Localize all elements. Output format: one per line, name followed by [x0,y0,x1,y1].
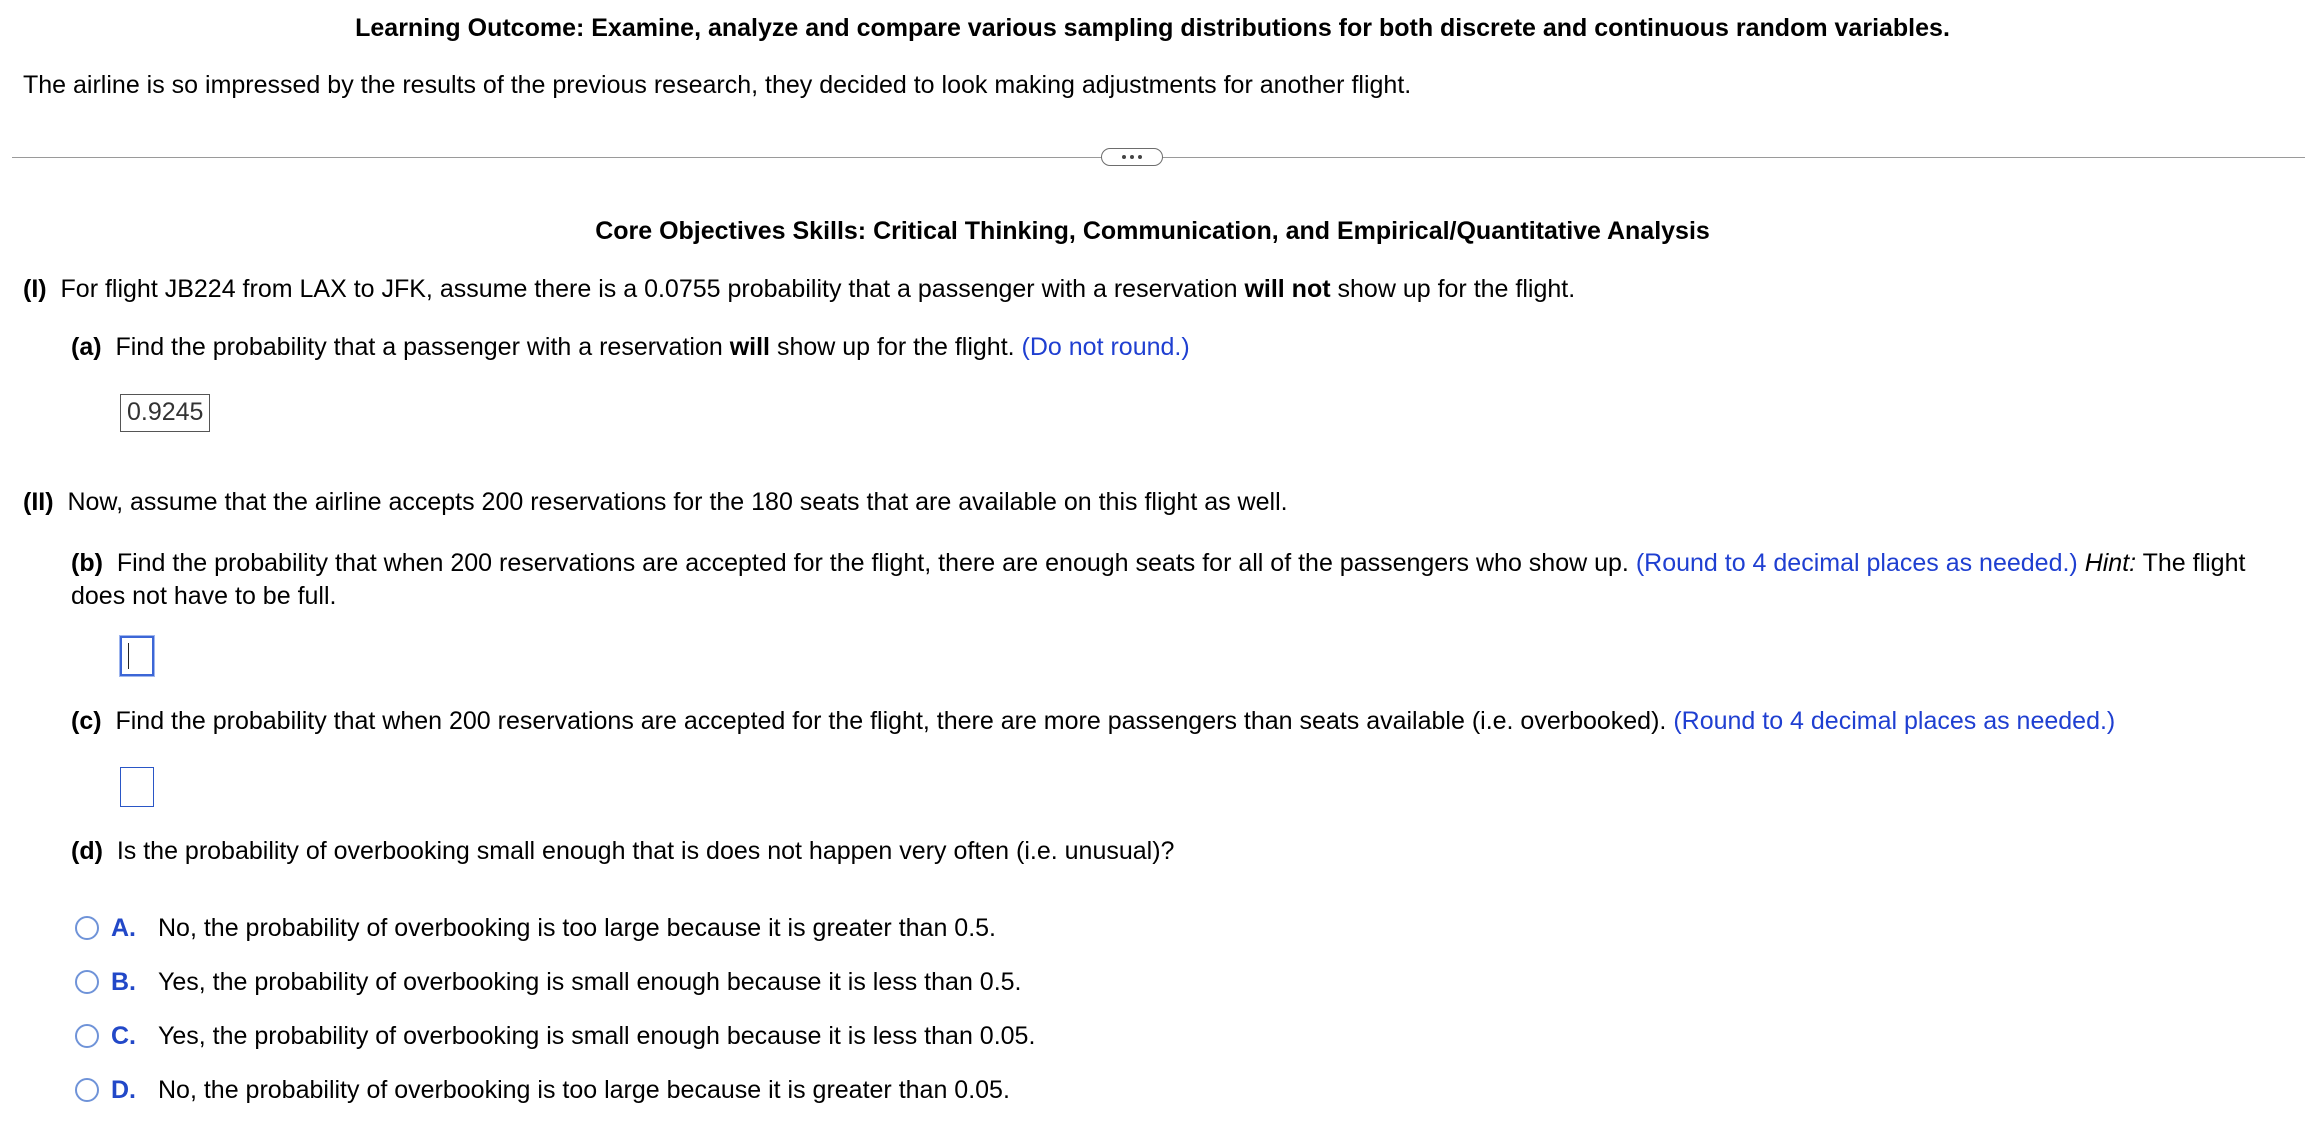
part2-text: Now, assume that the airline accepts 200 reservations for the 180 seats that are available on this flight as well. [67,488,1288,516]
radio-circle-icon[interactable] [75,1078,99,1102]
learning-outcome-heading: Learning Outcome: Examine, analyze and compare various sampling distributions for both discrete and continuous random variables. [355,14,1950,42]
question-a-text-after: show up for the flight. [770,333,1022,361]
text-caret [128,643,129,669]
part1-statement [23,275,1575,304]
option-a-letter: A. [111,913,136,942]
question-b-label: (b) [71,549,103,577]
part2-label: (II) [23,488,54,516]
option-c-text: Yes, the probability of overbooking is small enough because it is less than 0.05. [158,1021,1036,1050]
question-c-text: Find the probability that when 200 reservations are accepted for the flight, there are more passengers than seats available (i.e. overbooked). [115,707,1674,735]
intro-text: The airline is so impressed by the results of the previous research, they decided to look making adjustments for another flight. [23,71,1412,99]
question-b-instruction: (Round to 4 decimal places as needed.) [1635,549,2078,577]
question-c-instruction: (Round to 4 decimal places as needed.) [1673,707,2116,735]
option-b[interactable] [75,966,1022,998]
option-a[interactable] [75,912,996,944]
question-a [71,333,1190,362]
ellipsis-dot-icon [1138,155,1142,159]
question-d [71,837,1174,866]
part2-statement [23,488,1288,517]
answer-a-field[interactable]: 0.9245 [120,394,210,432]
question-c [71,707,2115,736]
question-d-text: Is the probability of overbooking small enough that is does not happen very often (i.e. unusual)? [116,837,1175,865]
question-d-label: (d) [71,837,103,865]
question-a-bold: will [729,333,770,361]
option-b-text: Yes, the probability of overbooking is small enough because it is less than 0.5. [158,967,1022,996]
option-a-text: No, the probability of overbooking is too large because it is greater than 0.5. [158,913,997,942]
part1-label: (I) [23,275,47,303]
part1-text-after: show up for the flight. [1330,275,1576,303]
radio-circle-icon[interactable] [75,916,99,940]
answer-c-input[interactable] [120,767,154,807]
question-b-text: Find the probability that when 200 reservations are accepted for the flight, there are enough seats for all of the passengers who show up. [116,549,1636,577]
core-skills-heading: Core Objectives Skills: Critical Thinking, Communication, and Empirical/Quantitative Analysis [595,217,1710,245]
ellipsis-dot-icon [1122,155,1126,159]
option-c[interactable] [75,1020,1035,1052]
part1-bold: will not [1244,275,1331,303]
question-a-instruction: (Do not round.) [1021,333,1190,361]
question-c-label: (c) [71,707,102,735]
option-b-letter: B. [111,967,136,996]
option-d-text: No, the probability of overbooking is too large because it is greater than 0.05. [158,1075,1010,1104]
question-b [71,547,2286,613]
question-a-text-before: Find the probability that a passenger with a reservation [115,333,730,361]
question-a-label: (a) [71,333,102,361]
question-b-hint-text: The flight does not have to be full. [71,549,2246,610]
ellipsis-dot-icon [1130,155,1134,159]
option-c-letter: C. [111,1021,136,1050]
option-d[interactable] [75,1074,1010,1106]
part1-text-before: For flight JB224 from LAX to JFK, assume there is a 0.0755 probability that a passenger with a reservation [60,275,1245,303]
option-d-letter: D. [111,1075,136,1104]
answer-b-input[interactable] [120,636,154,676]
radio-circle-icon[interactable] [75,970,99,994]
radio-circle-icon[interactable] [75,1024,99,1048]
expand-more-button[interactable] [1101,148,1163,166]
question-b-hint-label: Hint: [2084,549,2137,577]
